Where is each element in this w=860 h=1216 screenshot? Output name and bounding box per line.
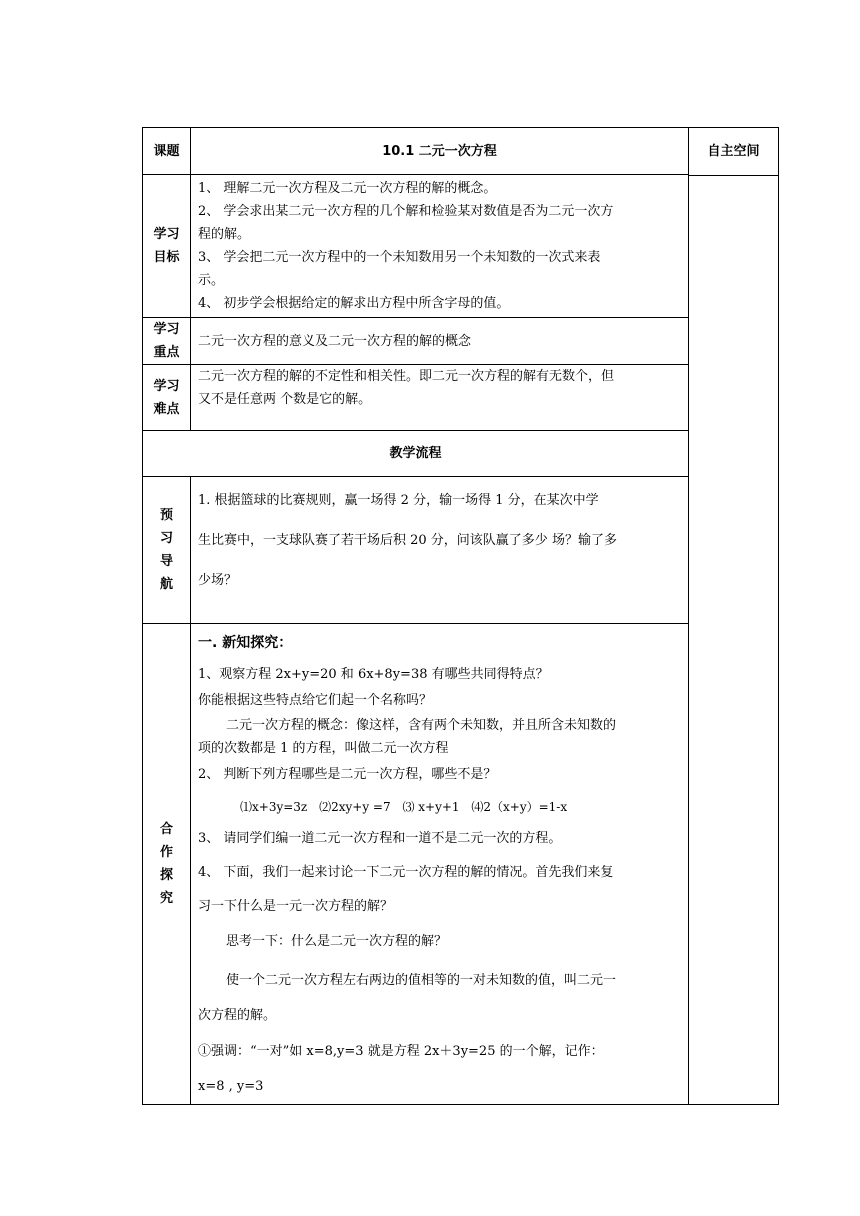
topic-label: 课题 [143,128,191,175]
lesson-title: 10.1 二元一次方程 [191,128,689,175]
self-space-column [689,128,779,1105]
lesson-plan-table [142,127,779,1105]
difficulties-label: 学习 难点 [143,365,191,431]
section-heading: 一. 新知探究： [198,635,293,651]
equation-item: ⑶ x+y+1 [402,800,460,814]
objective-line: 4、 初步学会根据给定的解求出方程中所含字母的值。 [198,296,510,311]
difficulties-content: 二元一次方程的解的不定性和相关性。即二元一次方程的解有无数个，但 又不是任意两 个数是它的解。 [191,365,689,431]
objective-line: 2、 学会求出某二元一次方程的几个解和检验某对数值是否为二元一次方 [198,204,614,219]
objective-line: 程的解。 [198,227,251,242]
equation-item: ⑵2xy+y =7 [319,800,391,814]
objective-line: 1、 理解二元一次方程及二元一次方程的解的概念。 [198,181,497,196]
equation-item: ⑷2（x+y）=1-x [471,800,568,814]
preview-content: 1. 根据篮球的比赛规则，赢一场得 2 分，输一场得 1 分，在某次中学 生比赛中，一支球队赛了若干场后积 20 分，问该队赢了多少 场？输了多 少场？ [191,477,689,624]
equation-list [198,790,682,824]
cooperate-label: 合 作 探 究 [143,624,191,1105]
objectives-label: 学习 目标 [143,175,191,318]
objective-line: 3、 学会把二元一次方程中的一个未知数用另一个未知数的一次式来表 [198,250,601,265]
key-points-text: 二元一次方程的意义及二元一次方程的解的概念 [191,318,689,365]
equation-item: ⑴x+3y=3z [240,800,308,814]
self-space-label: 自主空间 [689,128,778,176]
process-title: 教学流程 [143,431,689,477]
preview-label: 预 习 导 航 [143,477,191,624]
cooperate-content: 一. 新知探究： 1、观察方程 2x+y=20 和 6x+8y=38 有哪些共同得特点？ 你能根据这些特点给它们起一个名称吗？ 二元一次方程的概念：像这样，含有两个未知数，并且所含未知数的 项的次数都是 1 的方程，叫做二元一次方程 2、 判断下列方程哪些是二元一次方程，哪些不是？ ⑴x+3y=3z ⑵2xy+y =7 ⑶ x+y+1 ⑷2（x+y）=1-x 3、 请同学们编一道二元一次方程和一道不是二元一次的方程。 4、 下面，我们一起来讨论一下二元一次方程的解的情况。首先我们来复 习一下什么是一元一次方程的解？ 思考一下：什么是二元一次方程的解？ 使一个二元一次方程左右两边的值相等的一对未知数的值，叫二元一 次方程的解。 ①强调：“一对”如 x=8,y=3 就是方程 2x＋3y=25 的一个解，记作： x=8 , y=3 [191,624,689,1105]
objectives-content [191,175,689,318]
objective-line: 示。 [198,273,225,288]
key-points-label: 学习 重点 [143,318,191,365]
